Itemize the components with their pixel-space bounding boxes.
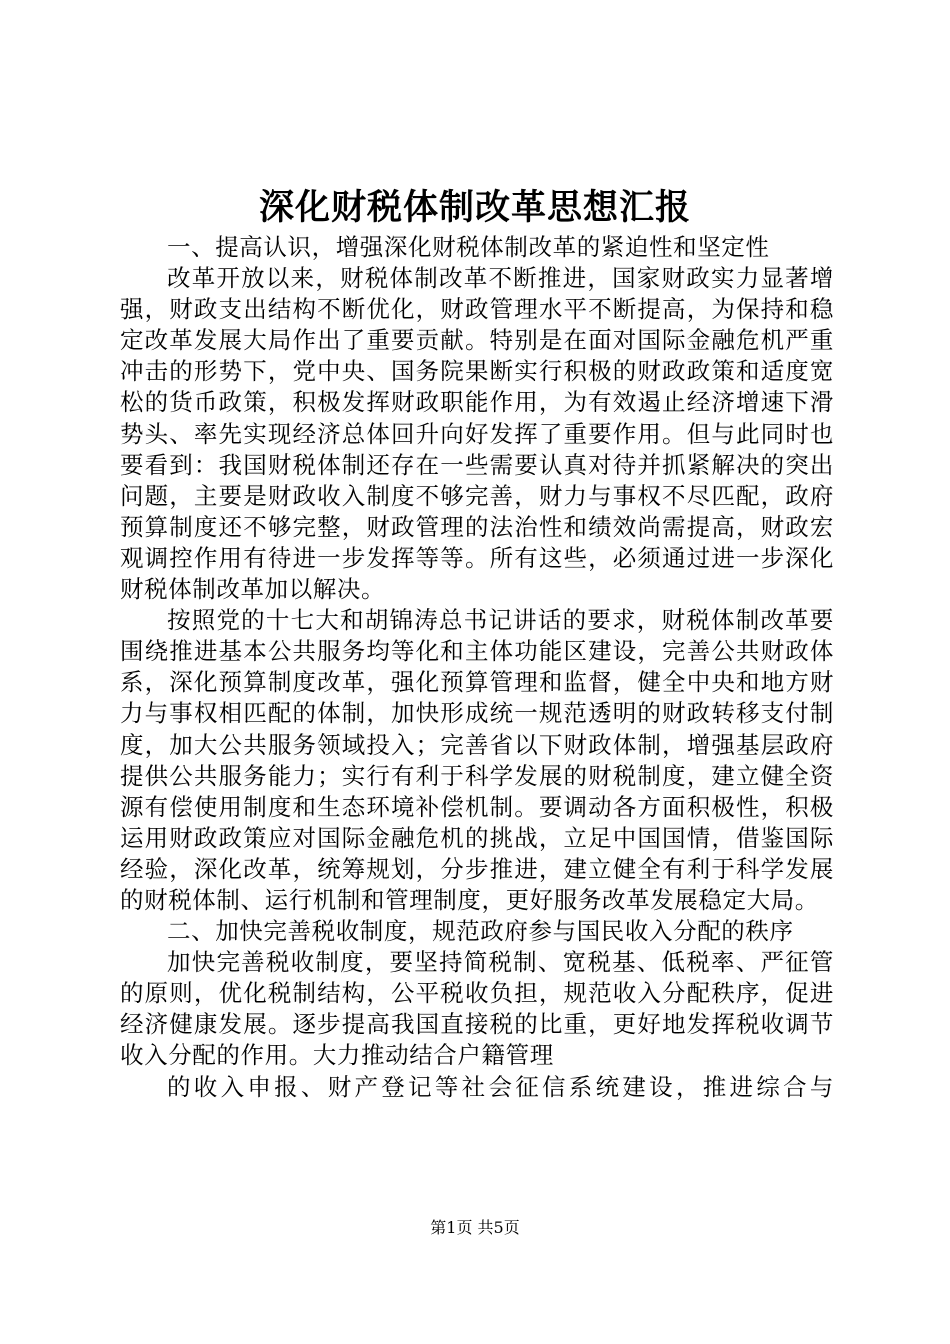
section-heading-1: 一、提高认识，增强深化财税体制改革的紧迫性和坚定性 xyxy=(167,233,770,261)
body-paragraph: 的收入申报、财产登记等社会征信系统建设，推进综合与 xyxy=(167,1072,834,1101)
body-paragraph: 加快完善税收制度，要坚持简税制、宽税基、低税率、严征管的原则，优化税制结构，公平税收负担，规范收入分配秩序，促进经济健康发展。逐步提高我国直接税的比重，更好地发挥税收调节收入分配的作用。大力推动结合户籍管理 xyxy=(120,948,834,1070)
section-heading-2: 二、加快完善税收制度，规范政府参与国民收入分配的秩序 xyxy=(167,917,794,946)
body-paragraph: 按照党的十七大和胡锦涛总书记讲话的要求，财税体制改革要围绕推进基本公共服务均等化和主体功能区建设，完善公共财政体系，深化预算制度改革，强化预算管理和监督，健全中央和地方财力与事权相匹配的体制，加快形成统一规范透明的财政转移支付制度，加大公共服务领域投入；完善省以下财政体制，增强基层政府提供公共服务能力；实行有利于科学发展的财税制度，建立健全资源有偿使用制度和生态环境补偿机制。要调动各方面积极性，积极运用财政政策应对国际金融危机的挑战，立足中国国情，借鉴国际经验，深化改革，统筹规划，分步推进，建立健全有利于科学发展的财税体制、运行机制和管理制度，更好服务改革发展稳定大局。 xyxy=(120,606,834,914)
document-body xyxy=(120,232,834,1103)
page-number-footer: 第1页 共5页 xyxy=(430,1218,520,1237)
document-title: 深化财税体制改革思想汇报 xyxy=(258,187,691,228)
body-paragraph: 改革开放以来，财税体制改革不断推进，国家财政实力显著增强，财政支出结构不断优化，财政管理水平不断提高，为保持和稳定改革发展大局作出了重要贡献。特别是在面对国际金融危机严重冲击的形势下，党中央、国务院果断实行积极的财政政策和适度宽松的货币政策，积极发挥财政职能作用，为有效遏止经济增速下滑势头、率先实现经济总体回升向好发挥了重要作用。但与此同时也要看到：我国财税体制还存在一些需要认真对待并抓紧解决的突出问题，主要是财政收入制度不够完善，财力与事权不尽匹配，政府预算制度还不够完整，财政管理的法治性和绩效尚需提高，财政宏观调控作用有待进一步发挥等等。所有这些，必须通过进一步深化财税体制改革加以解决。 xyxy=(120,264,834,604)
